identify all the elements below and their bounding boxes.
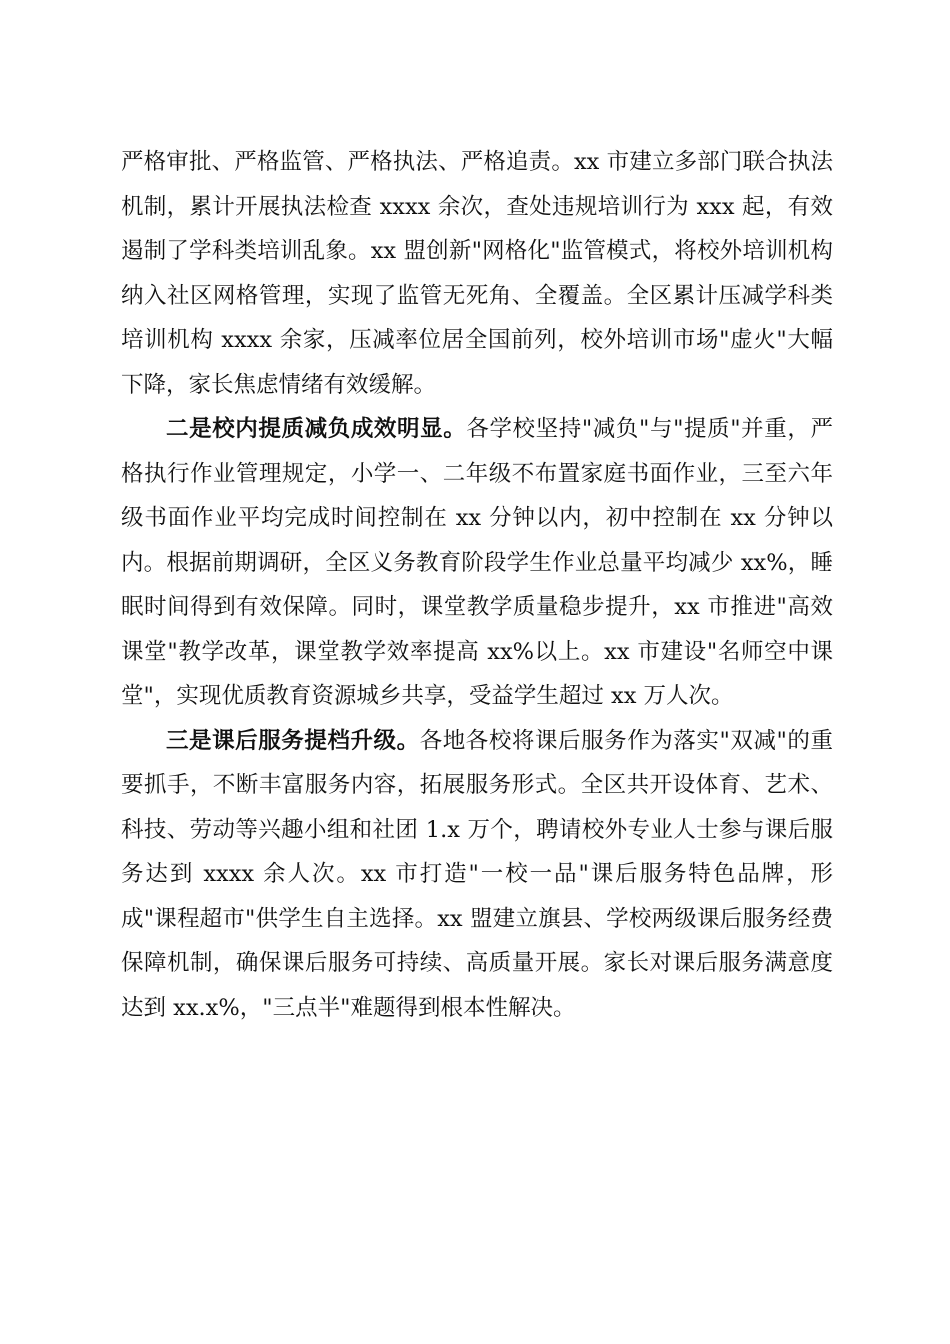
paragraph-in-school-quality — [121, 407, 833, 719]
paragraph-text: 各学校坚持"减负"与"提质"并重，严格执行作业管理规定，小学一、二年级不布置家庭书面作业，三至六年级书面作业平均完成时间控制在 xx 分钟以内，初中控制在 xx 分钟以内。根据前期调研，全区义务教育阶段学生作业总量平均减少 xx%，睡眠时间得到有效保障。同时，课堂教学质量稳步提升，xx 市推进"高效课堂"教学改革，课堂教学效率提高 xx%以上。xx 市建设"名师空中课堂"，实现优质教育资源城乡共享，受益学生超过 xx 万人次。 — [121, 416, 833, 709]
paragraph-lead-heading: 二是校内提质减负成效明显。 — [166, 416, 467, 442]
paragraph-lead-heading: 三是课后服务提档升级。 — [166, 727, 420, 754]
paragraph-text: 各地各校将课后服务作为落实"双减"的重要抓手，不断丰富服务内容，拓展服务形式。全区共开设体育、艺术、科技、劳动等兴趣小组和社团 1.x 万个，聘请校外专业人士参与课后服务达到 xxxx 余人次。xx 市打造"一校一品"课后服务特色品牌，形成"课程超市"供学生自主选择。xx 盟建立旗县、学校两级课后服务经费保障机制，确保课后服务可持续、高质量开展。家长对课后服务满意度达到 xx.x%，"三点半"难题得到根本性解决。 — [121, 727, 833, 1021]
paragraph-after-school-service — [121, 719, 833, 1031]
paragraph-text: 严格审批、严格监管、严格执法、严格追责。xx 市建立多部门联合执法机制，累计开展执法检查 xxxx 余次，查处违规培训行为 xxx 起，有效遏制了学科类培训乱象。xx 盟创新"网格化"监管模式，将校外培训机构纳入社区网格管理，实现了监管无死角、全覆盖。全区累计压减学科类培训机构 xxxx 余家，压减率位居全国前列，校外培训市场"虚火"大幅下降，家长焦虑情绪有效缓解。 — [121, 149, 833, 398]
document-body — [121, 140, 833, 1030]
paragraph-continued — [121, 140, 833, 407]
